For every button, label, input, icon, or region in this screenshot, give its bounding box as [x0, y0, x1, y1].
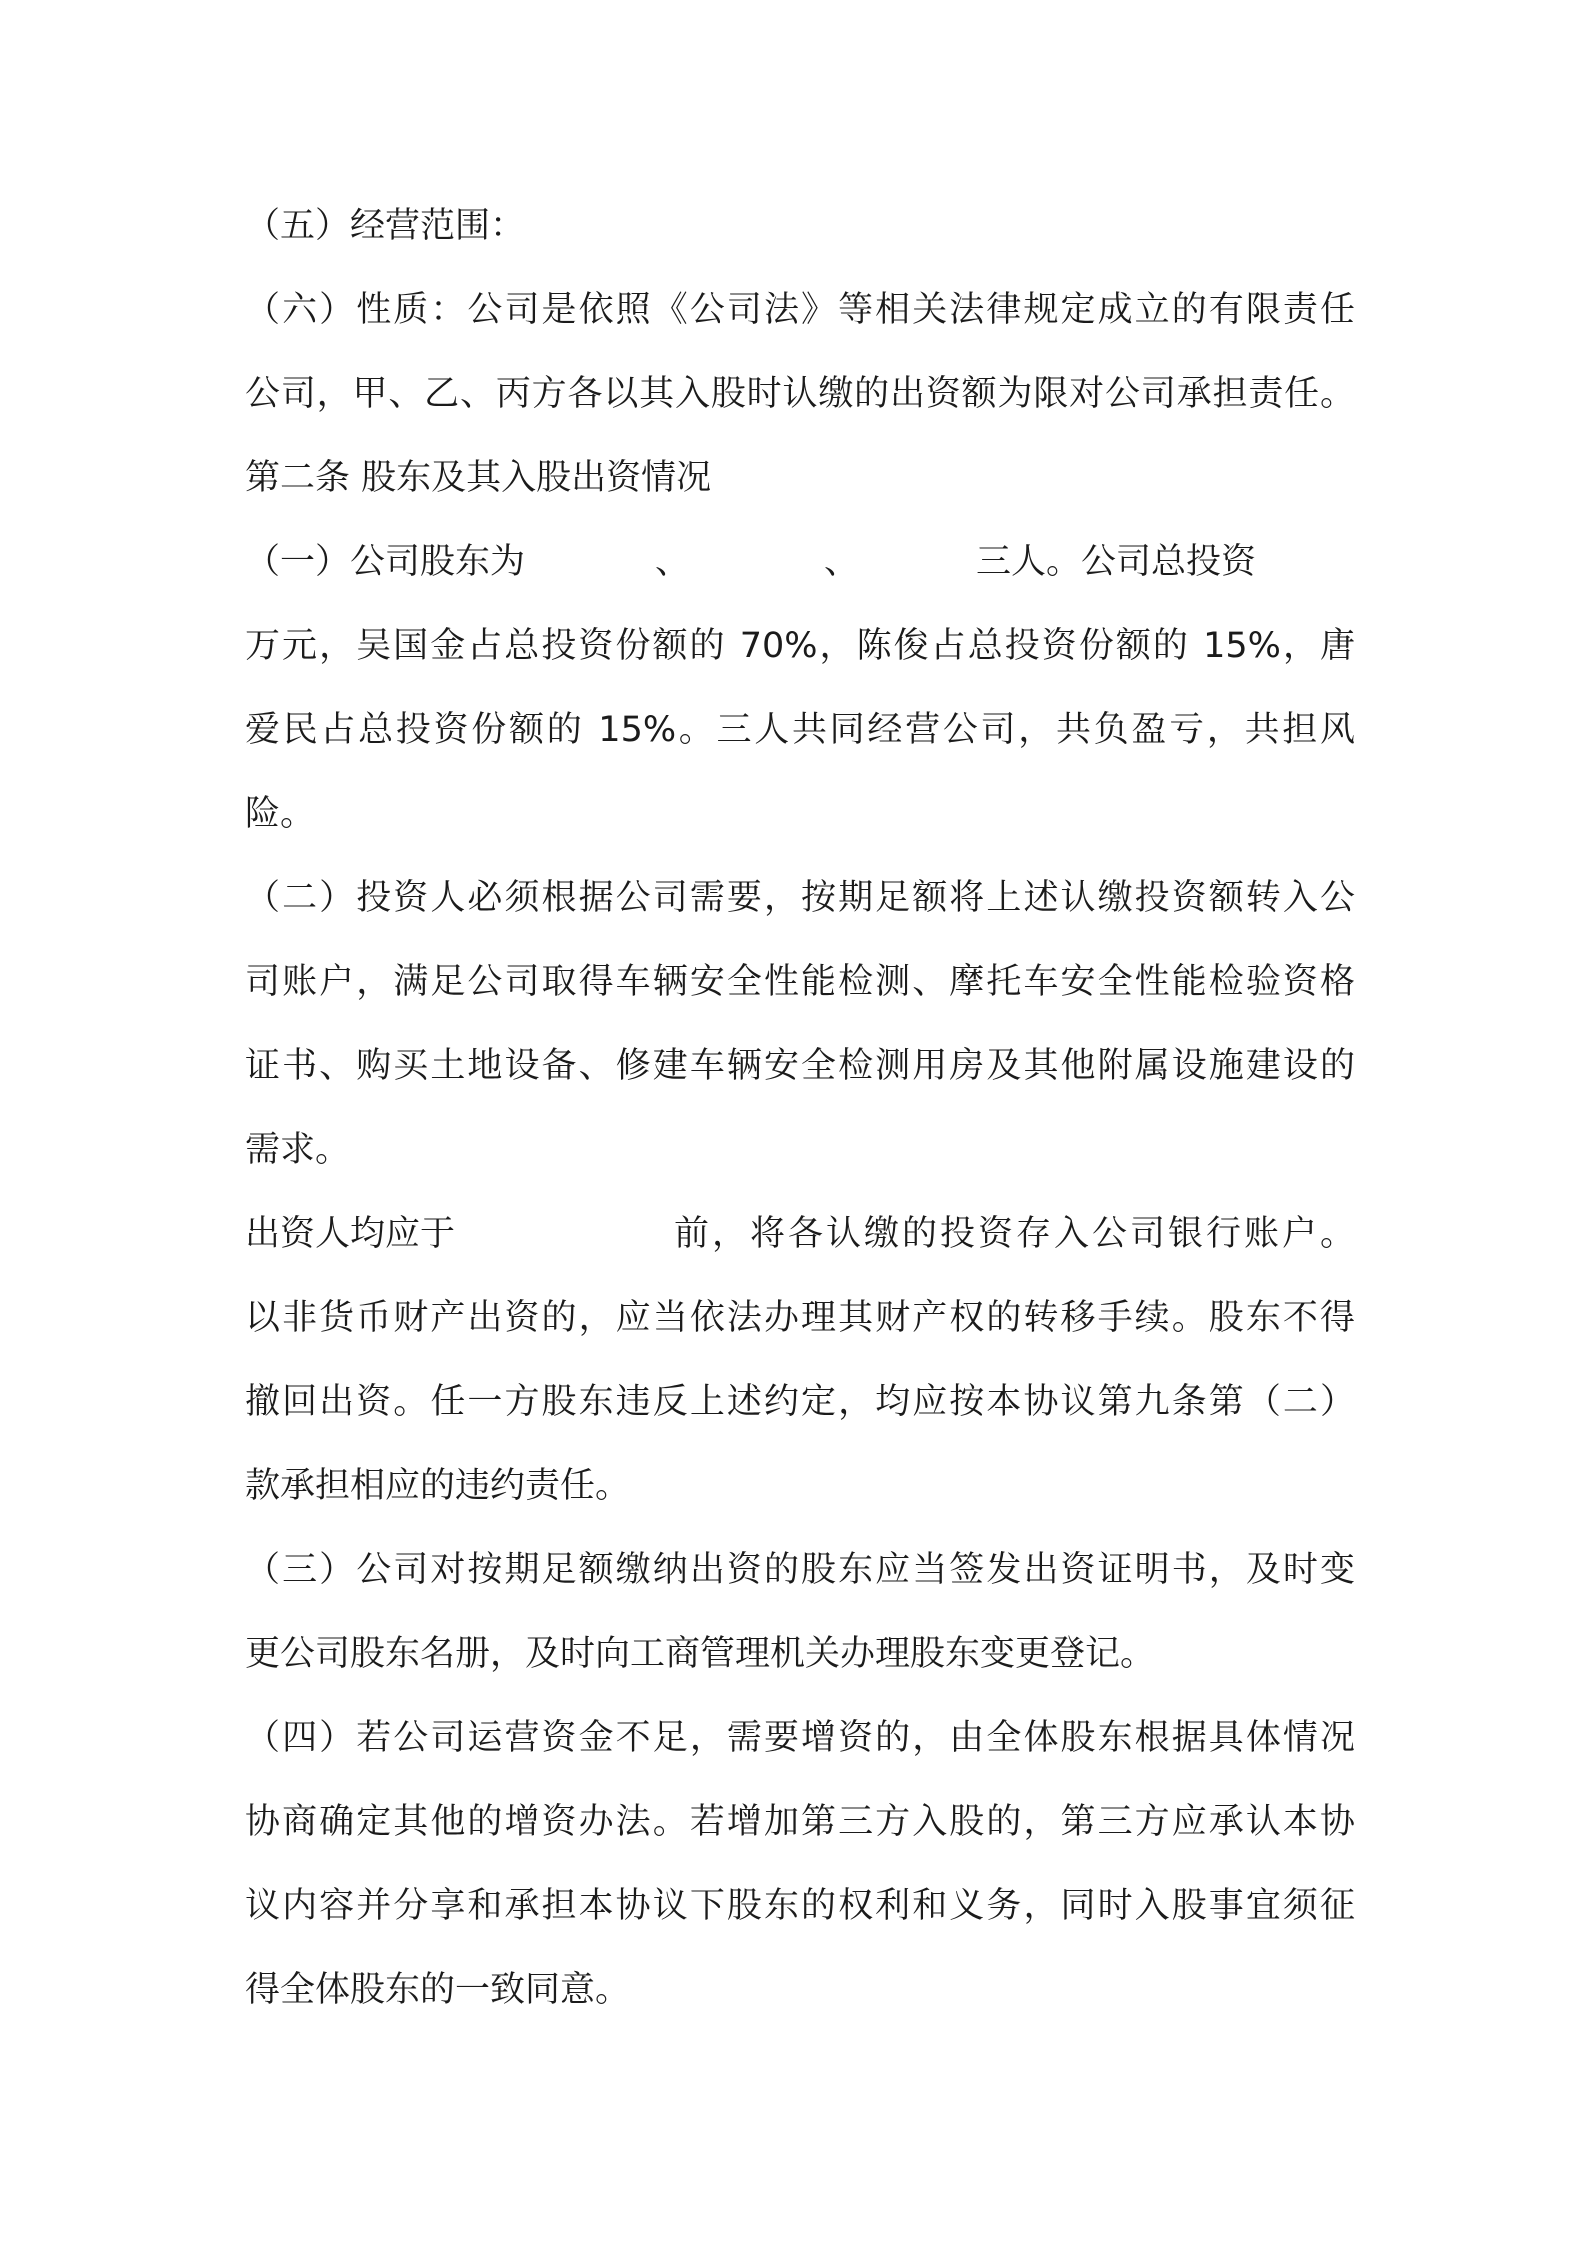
text-line: 款承担相应的违约责任。: [245, 1466, 631, 1506]
text-line: 司账户，满足公司取得车辆安全性能检测、摩托车安全性能检验资格: [245, 962, 1355, 1002]
text-segment: 三人。公司总投资: [976, 542, 1257, 582]
text-line: 更公司股东名册，及时向工商管理机关办理股东变更登记。: [245, 1634, 1156, 1674]
text-line-business-scope: （五）经营范围：: [245, 206, 526, 246]
text-line: 以非货币财产出资的，应当依法办理其财产权的转移手续。股东不得: [245, 1298, 1355, 1338]
text-line: （四）若公司运营资金不足，需要增资的，由全体股东根据具体情况: [245, 1718, 1355, 1758]
text-line-shareholders: [245, 520, 1355, 604]
section-heading: 第二条 股东及其入股出资情况: [245, 458, 712, 498]
text-line: 证书、购买土地设备、修建车辆安全检测用房及其他附属设施建设的: [245, 1046, 1355, 1086]
text-line: 险。: [245, 794, 316, 834]
text-segment: （一）公司股东为: [245, 542, 526, 582]
text-line: 协商确定其他的增资办法。若增加第三方入股的，第三方应承认本协: [245, 1802, 1355, 1842]
text-segment: 、: [655, 542, 691, 582]
text-line-nature: （六）性质：公司是依照《公司法》等相关法律规定成立的有限责任: [245, 290, 1355, 330]
text-segment: 出资人均应于: [245, 1214, 456, 1254]
document-body: [245, 184, 1355, 2032]
text-segment: 、: [824, 542, 860, 582]
text-line: 公司，甲、乙、丙方各以其入股时认缴的出资额为限对公司承担责任。: [245, 374, 1355, 414]
text-line: 撤回出资。任一方股东违反上述约定，均应按本协议第九条第（二）: [245, 1382, 1355, 1422]
text-line-deposit-deadline: [245, 1192, 1355, 1276]
text-line: （三）公司对按期足额缴纳出资的股东应当签发出资证明书，及时变: [245, 1550, 1355, 1590]
text-line: 万元，吴国金占总投资份额的 70%，陈俊占总投资份额的 15%，唐: [245, 626, 1355, 666]
text-line: （二）投资人必须根据公司需要，按期足额将上述认缴投资额转入公: [245, 878, 1355, 918]
text-line: 议内容并分享和承担本协议下股东的权利和义务，同时入股事宜须征: [245, 1886, 1355, 1926]
text-line: 得全体股东的一致同意。: [245, 1970, 631, 2010]
text-segment: 前，将各认缴的投资存入公司银行账户。: [674, 1214, 1355, 1254]
text-line: 需求。: [245, 1130, 351, 1170]
text-line: 爱民占总投资份额的 15%。三人共同经营公司，共负盈亏，共担风: [245, 710, 1355, 750]
